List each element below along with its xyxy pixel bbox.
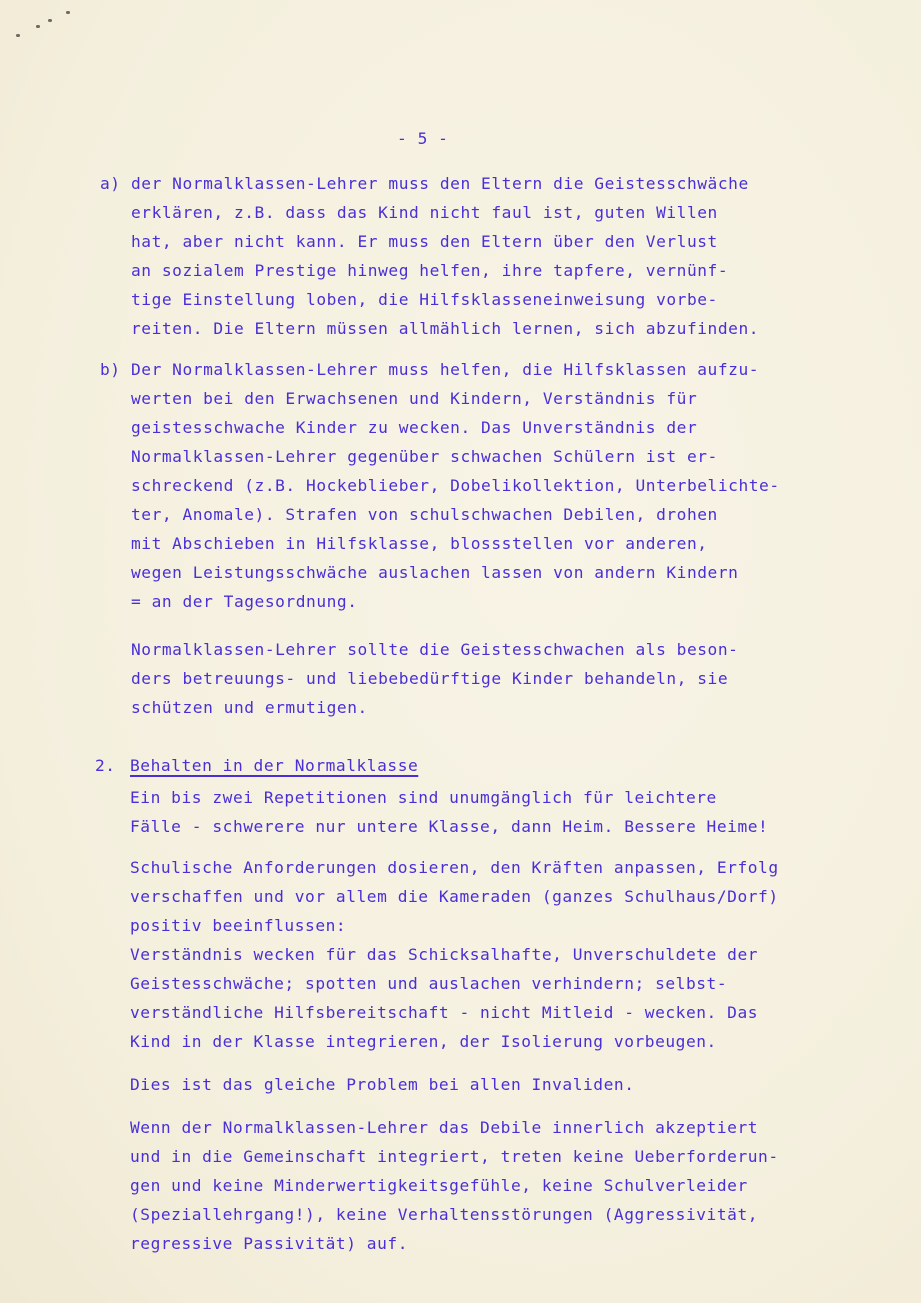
paragraph-line: Fälle - schwerere nur untere Klasse, dann Heim. Bessere Heime!: [130, 817, 769, 836]
paragraph-line: Verständnis wecken für das Schicksalhafte, Unverschuldete der: [130, 945, 759, 964]
item-b-line: = an der Tagesordnung.: [131, 592, 358, 611]
section-2-heading: Behalten in der Normalklasse: [130, 756, 419, 775]
paragraph-line: (Speziallehrgang!), keine Verhaltensstörungen (Aggressivität,: [130, 1205, 759, 1224]
item-b-line: schreckend (z.B. Hockeblieber, Dobelikollektion, Unterbelichte-: [131, 476, 780, 495]
item-b-text: [131, 360, 780, 611]
item-a-marker: a): [100, 174, 121, 193]
section-2-number: 2.: [95, 756, 116, 775]
paragraph-line: Wenn der Normalklassen-Lehrer das Debile innerlich akzeptiert: [130, 1118, 759, 1137]
paragraph-line: Dies ist das gleiche Problem bei allen Invaliden.: [130, 1075, 635, 1094]
item-b-line: geistesschwache Kinder zu wecken. Das Unverständnis der: [131, 418, 698, 437]
section-2-paragraph-4: [130, 1118, 779, 1258]
paragraph-line: Ein bis zwei Repetitionen sind unumgänglich für leichtere: [130, 788, 717, 807]
item-b-line: ter, Anomale). Strafen von schulschwachen Debilen, drohen: [131, 505, 718, 524]
paragraph-line: ders betreuungs- und liebebedürftige Kinder behandeln, sie: [131, 669, 729, 688]
paragraph-line: positiv beeinflussen:: [130, 916, 347, 935]
page-number: - 5 -: [397, 129, 449, 148]
paragraph-line: verschaffen und vor allem die Kameraden (ganzes Schulhaus/Dorf): [130, 887, 779, 906]
item-b-line: werten bei den Erwachsenen und Kindern, Verständnis für: [131, 389, 698, 408]
paragraph-line: schützen und ermutigen.: [131, 698, 368, 717]
item-a-line: tige Einstellung loben, die Hilfsklasseneinweisung vorbe-: [131, 290, 718, 309]
paragraph-line: und in die Gemeinschaft integriert, treten keine Ueberforderun-: [130, 1147, 779, 1166]
item-a-line: reiten. Die Eltern müssen allmählich lernen, sich abzufinden.: [131, 319, 760, 338]
paragraph-line: regressive Passivität) auf.: [130, 1234, 408, 1253]
paragraph-line: Schulische Anforderungen dosieren, den Kräften anpassen, Erfolg: [130, 858, 779, 877]
item-b-line: mit Abschieben in Hilfsklasse, blossstellen vor anderen,: [131, 534, 708, 553]
paragraph-line: Normalklassen-Lehrer sollte die Geistesschwachen als beson-: [131, 640, 739, 659]
paragraph-line: Kind in der Klasse integrieren, der Isolierung vorbeugen.: [130, 1032, 717, 1051]
item-b-line: Normalklassen-Lehrer gegenüber schwachen Schülern ist er-: [131, 447, 718, 466]
paragraph-line: Geistesschwäche; spotten und auslachen verhindern; selbst-: [130, 974, 728, 993]
item-b-marker: b): [100, 360, 121, 379]
item-a-line: erklären, z.B. dass das Kind nicht faul ist, guten Willen: [131, 203, 718, 222]
punch-marks: [14, 8, 74, 38]
paragraph-line: verständliche Hilfsbereitschaft - nicht Mitleid - wecken. Das: [130, 1003, 759, 1022]
item-a-text: [131, 174, 760, 338]
item-b-line: Der Normalklassen-Lehrer muss helfen, die Hilfsklassen aufzu-: [131, 360, 760, 379]
item-a-line: an sozialem Prestige hinweg helfen, ihre tapfere, vernünf-: [131, 261, 729, 280]
item-a-line: der Normalklassen-Lehrer muss den Eltern die Geistesschwäche: [131, 174, 749, 193]
item-b-paragraph-2: [131, 640, 739, 740]
item-a-line: hat, aber nicht kann. Er muss den Eltern über den Verlust: [131, 232, 718, 251]
paragraph-line: gen und keine Minderwertigkeitsgefühle, keine Schulverleider: [130, 1176, 748, 1195]
item-b-line: wegen Leistungsschwäche auslachen lassen von andern Kindern: [131, 563, 739, 582]
section-2-paragraph-2: [130, 858, 779, 1051]
